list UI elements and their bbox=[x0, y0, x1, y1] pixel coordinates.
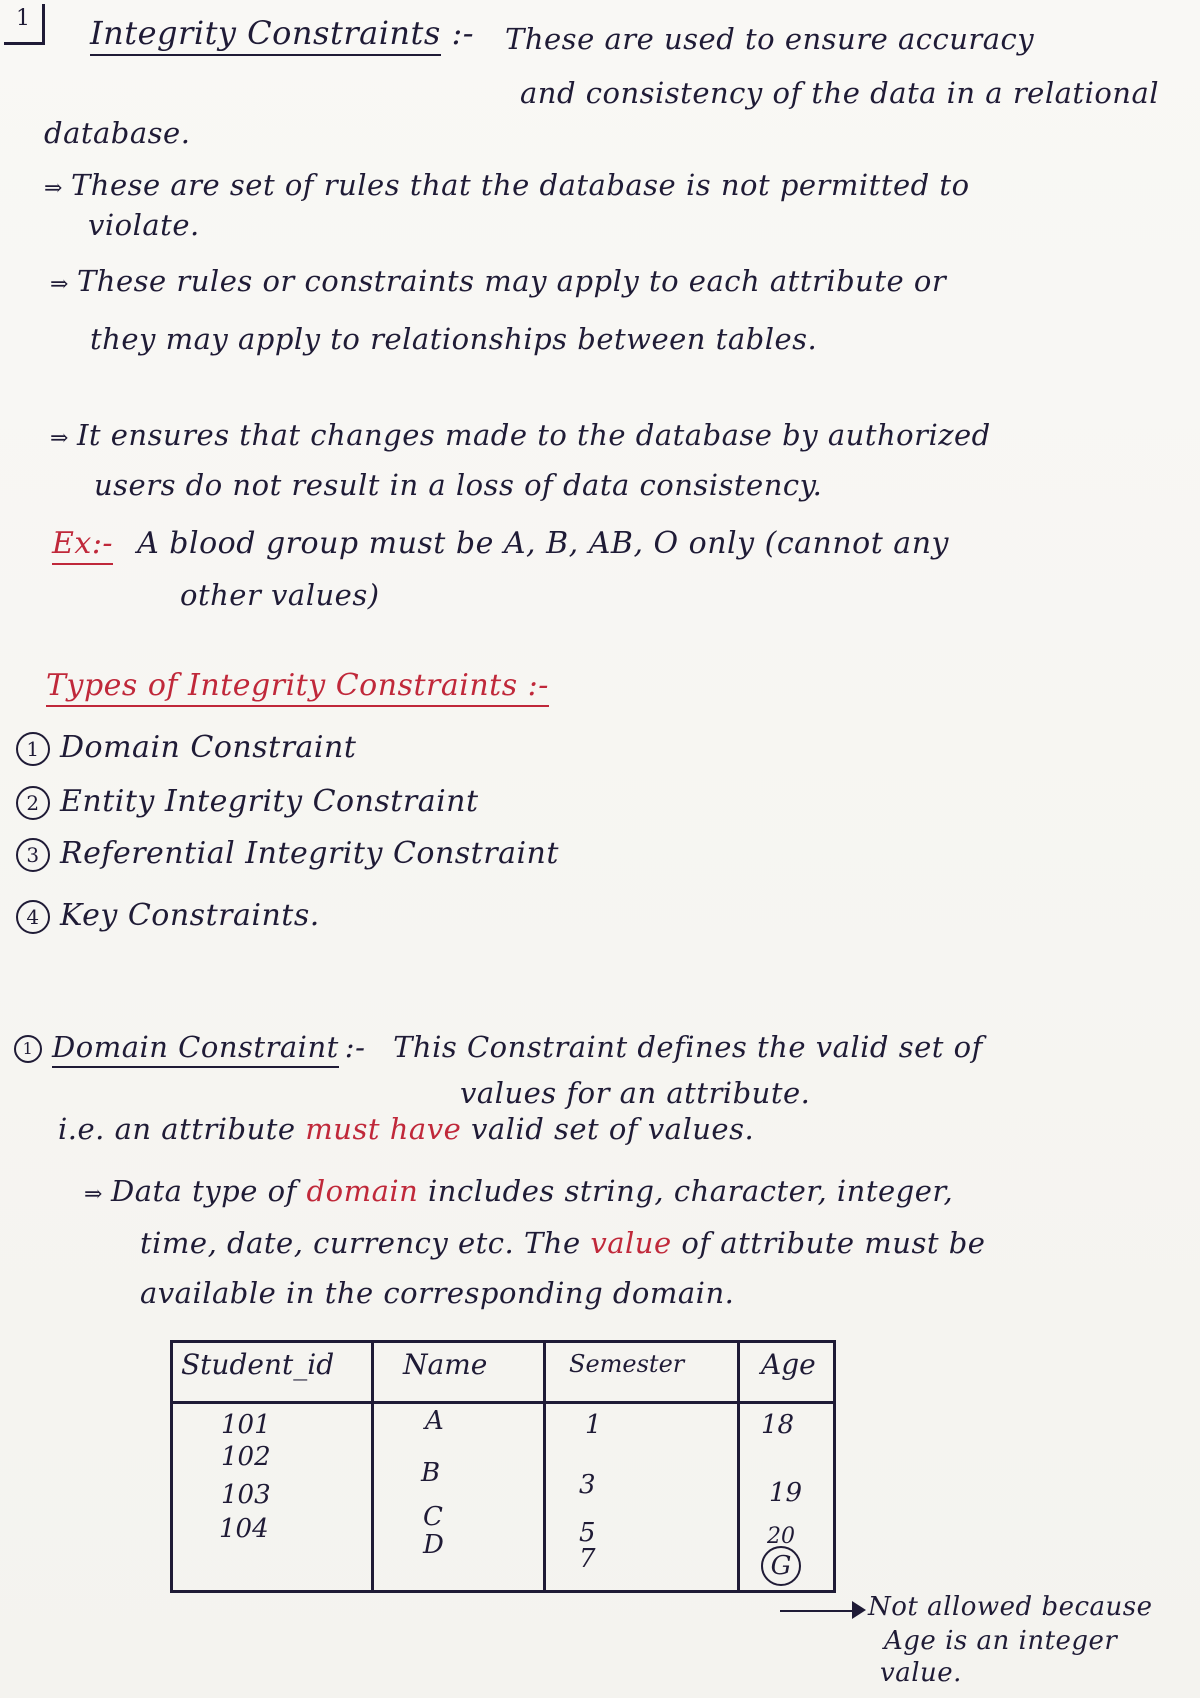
circled-number: 1 bbox=[16, 732, 50, 766]
point-3-line-1: ⇒ It ensures that changes made to the database by authorized bbox=[50, 418, 991, 452]
arrow-bullet-icon: ⇒ bbox=[84, 1182, 103, 1207]
point-3-line-2: users do not result in a loss of data consistency. bbox=[94, 468, 823, 502]
domain-heading: Domain Constraint bbox=[52, 1030, 339, 1068]
domain-datatype-line-3: available in the corresponding domain. bbox=[140, 1276, 735, 1310]
arrow-head-icon bbox=[852, 1601, 866, 1619]
domain-highlight: domain bbox=[306, 1174, 419, 1208]
table-header-cell: Age bbox=[761, 1348, 816, 1381]
domain-heading-line: 1 Domain Constraint :- This Constraint defines the valid set of bbox=[14, 1030, 983, 1064]
arrow-bullet-icon: ⇒ bbox=[44, 176, 63, 201]
column-divider bbox=[543, 1340, 546, 1590]
question-number: 1 bbox=[16, 6, 30, 31]
circled-number: 4 bbox=[16, 900, 50, 934]
domain-definition-2: values for an attribute. bbox=[460, 1076, 811, 1110]
point-1-line-2: violate. bbox=[88, 208, 200, 242]
column-divider bbox=[371, 1340, 374, 1590]
types-heading: Types of Integrity Constraints :- bbox=[46, 668, 549, 703]
table-cell: 18 bbox=[761, 1410, 795, 1440]
question-number-box bbox=[4, 4, 45, 45]
table-cell: 5 bbox=[579, 1518, 596, 1548]
arrow-bullet-icon: ⇒ bbox=[50, 426, 69, 451]
example-label: Ex:- bbox=[52, 526, 113, 565]
table-header-cell: Semester bbox=[569, 1350, 685, 1378]
domain-datatype-line-1: ⇒ Data type of domain includes string, character, integer, bbox=[84, 1174, 954, 1208]
table-cell: 102 bbox=[221, 1442, 271, 1472]
ie-highlight: must have bbox=[305, 1112, 462, 1146]
arrow-bullet-icon: ⇒ bbox=[50, 272, 69, 297]
point-1-line-1: ⇒ These are set of rules that the database is not permitted to bbox=[44, 168, 970, 202]
definition-line-1: These are used to ensure accuracy bbox=[505, 22, 1035, 56]
types-item-3: 3 Referential Integrity Constraint bbox=[16, 836, 559, 872]
domain-ie-line: i.e. an attribute must have valid set of values. bbox=[58, 1112, 755, 1146]
types-item-2: 2 Entity Integrity Constraint bbox=[16, 784, 479, 820]
table-header-cell: Name bbox=[403, 1348, 488, 1381]
circled-invalid-value: G bbox=[761, 1546, 801, 1586]
circled-number: 1 bbox=[14, 1035, 42, 1063]
circled-number: 3 bbox=[16, 838, 50, 872]
annotation-line-3: value. bbox=[880, 1658, 962, 1688]
domain-definition-1: This Constraint defines the valid set of bbox=[393, 1030, 983, 1064]
table-cell: B bbox=[421, 1458, 441, 1488]
table-cell: 104 bbox=[219, 1514, 269, 1544]
table-cell: 103 bbox=[221, 1480, 271, 1510]
example-line-1: Ex:- A blood group must be A, B, AB, O only (cannot any bbox=[52, 526, 949, 561]
definition-line-2: and consistency of the data in a relational bbox=[520, 76, 1160, 110]
value-highlight: value bbox=[590, 1226, 672, 1260]
annotation-line-1: Not allowed because bbox=[868, 1592, 1153, 1622]
table-cell: C bbox=[423, 1502, 443, 1532]
types-item-1: 1 Domain Constraint bbox=[16, 730, 356, 766]
table-cell: 20 bbox=[767, 1524, 795, 1549]
invalid-age-cell bbox=[761, 1546, 801, 1586]
student-table bbox=[170, 1340, 836, 1593]
annotation-line-2: Age is an integer bbox=[884, 1626, 1118, 1656]
table-cell: A bbox=[425, 1406, 444, 1436]
point-2-line-2: they may apply to relationships between tables. bbox=[90, 322, 818, 356]
types-item-4: 4 Key Constraints. bbox=[16, 898, 320, 934]
page-title: Integrity Constraints bbox=[90, 14, 441, 56]
table-cell: 3 bbox=[579, 1470, 596, 1500]
table-cell: 101 bbox=[221, 1410, 271, 1440]
circled-number: 2 bbox=[16, 786, 50, 820]
definition-line-3: database. bbox=[44, 116, 191, 150]
annotation-arrow bbox=[780, 1610, 860, 1612]
example-line-2: other values) bbox=[180, 578, 380, 612]
column-divider bbox=[737, 1340, 740, 1590]
table-cell: 19 bbox=[769, 1478, 803, 1508]
table-header-cell: Student_id bbox=[181, 1348, 335, 1381]
point-2-line-1: ⇒ These rules or constraints may apply to each attribute or bbox=[50, 264, 947, 298]
domain-datatype-line-2: time, date, currency etc. The value of attribute must be bbox=[140, 1226, 986, 1260]
table-cell: D bbox=[423, 1530, 444, 1560]
title-suffix: :- bbox=[451, 14, 475, 52]
table-cell: 7 bbox=[579, 1544, 596, 1574]
table-cell: 1 bbox=[585, 1410, 602, 1440]
header-title-line bbox=[90, 14, 474, 52]
